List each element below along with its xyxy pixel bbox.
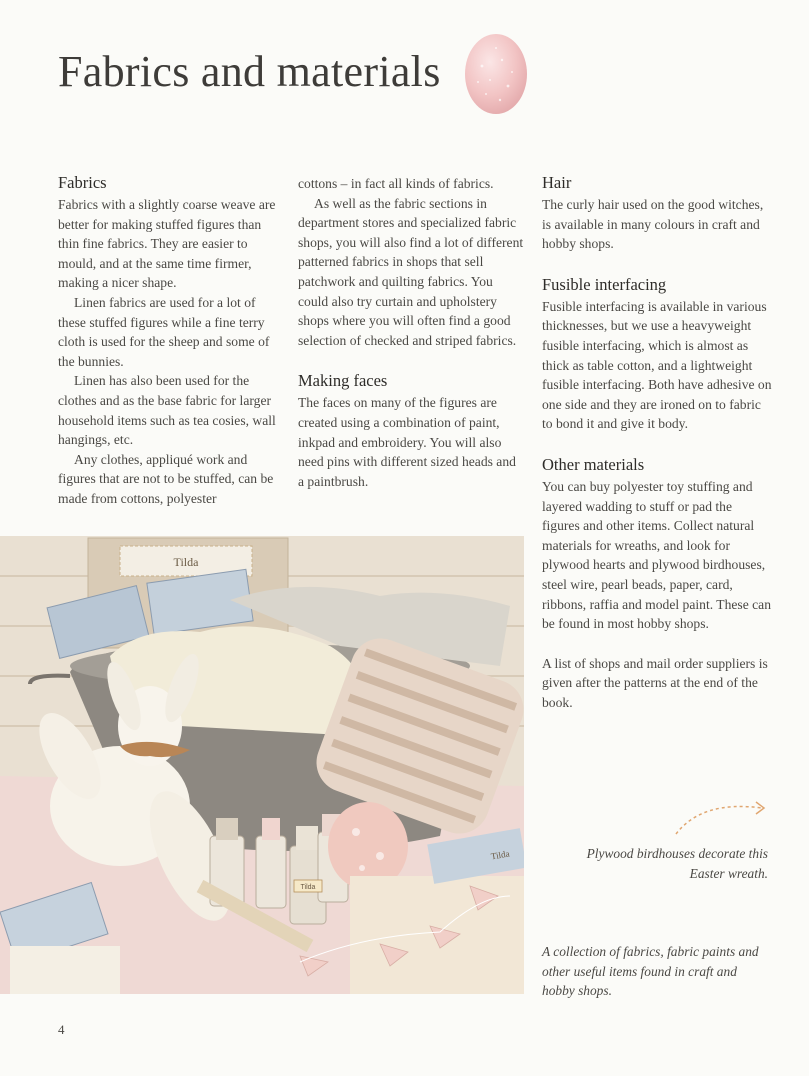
curved-arrow-icon	[672, 796, 772, 838]
heading-hair: Hair	[542, 173, 572, 192]
heading-making-faces: Making faces	[298, 371, 388, 391]
suppliers-note: A list of shops and mail order suppliers is given after the patterns at the end of the book.	[542, 655, 768, 710]
page-number: 4	[58, 1022, 65, 1037]
caption-birdhouses: Plywood birdhouses decorate this Easter wreath.	[586, 846, 768, 881]
craft-supplies-photo	[0, 536, 524, 994]
fabrics-paragraph-4: Any clothes, appliqué work and figures that are not to be stuffed, can be made from cottons, polyester	[58, 451, 274, 506]
making-faces-text: The faces on many of the figures are created using a combination of paint, inkpad and embroidery. You will also need pins with different sized heads and a paintbrush.	[298, 395, 516, 489]
bottle-label: Tilda	[300, 884, 316, 891]
hair-text: The curly hair used on the good witches, is available in many colours in craft and hobby shops.	[542, 197, 764, 252]
fabrics-paragraph-3: Linen has also been used for the clothes and as the base fabric for larger household items such as tea cosies, wall hangings, etc.	[58, 373, 276, 448]
fabrics-continued: cottons – in fact all kinds of fabrics.	[298, 176, 494, 191]
column-right	[542, 172, 772, 712]
fabrics-paragraph-1: Fabrics with a slightly coarse weave are better for making stuffed figures than thin fine fabrics. They are easier to mould, and at the same time firmer, making a nicer shape.	[58, 197, 276, 291]
column-fabrics	[58, 172, 282, 509]
page-title: Fabrics and materials	[58, 47, 441, 96]
heading-other-materials: Other materials	[542, 454, 645, 474]
pink-egg-illustration	[462, 28, 530, 116]
caption-collection: A collection of fabrics, fabric paints and other useful items found in craft and hobby shops.	[542, 944, 759, 999]
fusible-interfacing-text: Fusible interfacing is available in various thicknesses, but we use a heavyweight fusible interfacing, which is almost as thick as table cotton, and a lightweight fusible interfacing. Both have adhesive on one side and they are ironed on to fabric to bond it and give it body.	[542, 298, 772, 432]
box-label: Tilda	[173, 555, 199, 569]
fabrics-paragraph-2: Linen fabrics are used for a lot of these stuffed figures while a fine terry cloth is used for the sheep and some of the bunnies.	[58, 294, 270, 369]
tag-label: Tilda	[490, 848, 511, 862]
fabrics-paragraph-5: As well as the fabric sections in department stores and specialized fabric shops, you will also find a lot of different patterned fabrics in shops that sell patchwork and quilting fabrics. You could also try curtain and upholstery shops where you will often find a good selection of checked and striped fabrics.	[298, 195, 524, 348]
heading-fabrics: Fabrics	[58, 173, 107, 192]
other-materials-text: You can buy polyester toy stuffing and layered wadding to stuff or pad the figures and other items. Collect natural materials for wreaths, and look for plywood hearts and plywood birdhouses, steel wire, pearl beads, paper, card, ribbons, raffia and model paint. These can be found in most hobby shops.	[542, 478, 772, 632]
column-middle	[298, 174, 524, 491]
heading-fusible-interfacing: Fusible interfacing	[542, 274, 667, 294]
